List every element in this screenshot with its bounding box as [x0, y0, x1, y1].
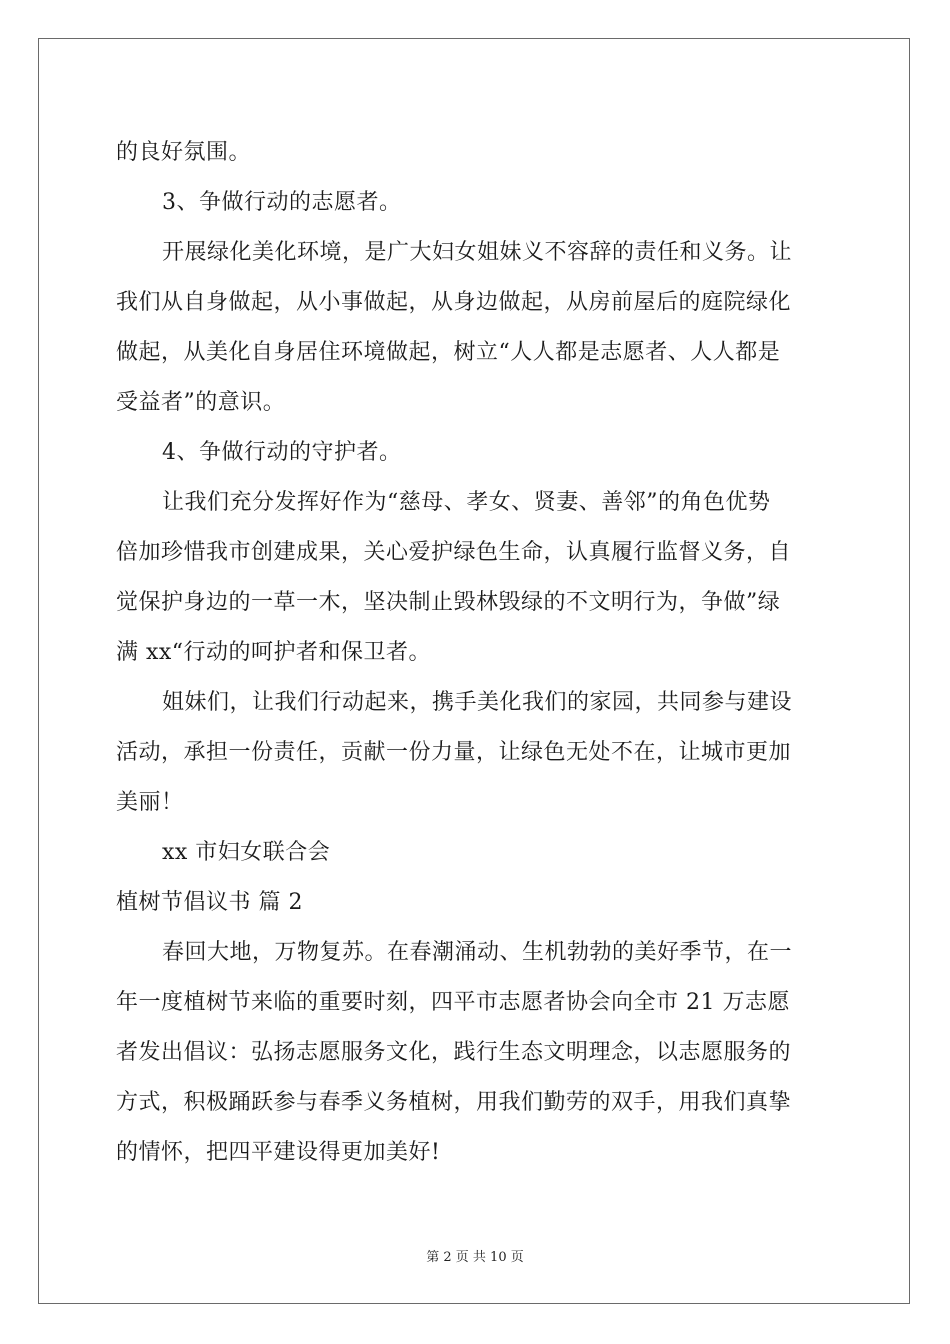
text-line: 让我们充分发挥好作为“慈母、孝女、贤妻、善邻”的角色优势: [162, 490, 771, 515]
text-line: 美丽！: [116, 790, 184, 815]
document-body: [116, 128, 834, 1178]
text-line: 4、争做行动的守护者。: [162, 440, 402, 465]
text-line: 满 xx“行动的呵护者和保卫者。: [116, 640, 432, 665]
text-line: 3、争做行动的志愿者。: [162, 190, 402, 215]
signature-line: xx 市妇女联合会: [162, 840, 331, 865]
text-line: 的情怀，把四平建设得更加美好!: [116, 1140, 441, 1165]
text-line: 做起，从美化自身居住环境做起，树立“人人都是志愿者、人人都是: [116, 340, 781, 365]
section-heading: 植树节倡议书 篇 2: [116, 890, 303, 915]
text-line: 春回大地，万物复苏。在春潮涌动、生机勃勃的美好季节，在一: [162, 940, 793, 965]
text-line: 者发出倡议：弘扬志愿服务文化，践行生态文明理念，以志愿服务的: [116, 1040, 792, 1065]
text-line: 觉保护身边的一草一木，坚决制止毁林毁绿的不文明行为，争做”绿: [116, 590, 781, 615]
text-line: 姐妹们，让我们行动起来，携手美化我们的家园，共同参与建设: [162, 690, 793, 715]
text-line: 我们从自身做起，从小事做起，从身边做起，从房前屋后的庭院绿化: [116, 290, 792, 315]
text-line: 年一度植树节来临的重要时刻，四平市志愿者协会向全市 21 万志愿: [116, 990, 790, 1015]
text-line: 倍加珍惜我市创建成果，关心爱护绿色生命，认真履行监督义务，自: [116, 540, 792, 565]
text-line: 的良好氛围。: [116, 140, 252, 165]
text-line: 受益者”的意识。: [116, 390, 286, 415]
page-number-footer: 第 2 页 共 10 页: [426, 1250, 524, 1265]
text-line: 方式，积极踊跃参与春季义务植树，用我们勤劳的双手，用我们真挚: [116, 1090, 792, 1115]
text-line: 开展绿化美化环境，是广大妇女姐妹义不容辞的责任和义务。让: [162, 240, 793, 265]
text-line: 活动，承担一份责任，贡献一份力量，让绿色无处不在，让城市更加: [116, 740, 792, 765]
